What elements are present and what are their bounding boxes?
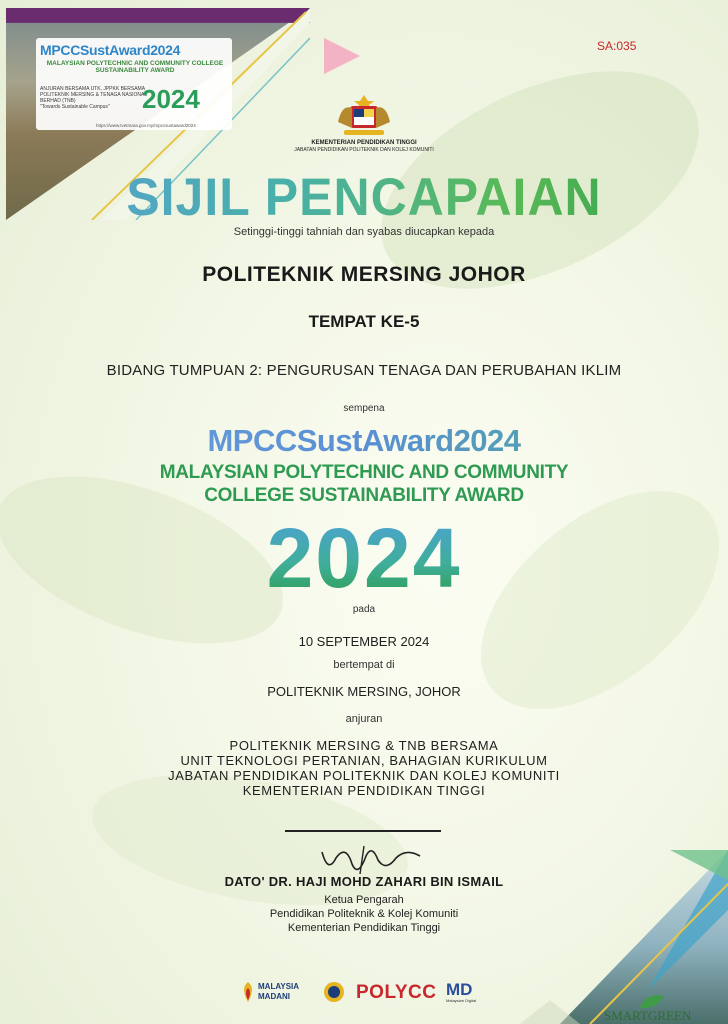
sempena-text: sempena	[343, 403, 385, 414]
signature-line	[285, 830, 441, 832]
focus-field: BIDANG TUMPUAN 2: PENGURUSAN TENAGA DAN PERUBAHAN IKLIM	[106, 362, 622, 379]
ministry-seal-icon	[322, 980, 346, 1004]
award-name: MPCCSustAward2024	[0, 423, 728, 459]
award-year: 2024	[0, 510, 728, 607]
signatory-role: Pendidikan Politeknik & Kolej Komuniti	[269, 908, 459, 920]
banner-title: MPCCSustAward2024	[40, 42, 181, 58]
certificate-title: SIJIL PENCAPAIAN	[0, 167, 728, 228]
signatory-role: Kementerian Pendidikan Tinggi	[287, 922, 441, 934]
signature-mark	[316, 842, 426, 876]
serial-number: SA:035	[597, 39, 637, 53]
organizer-line: POLITEKNIK MERSING & TNB BERSAMA	[229, 738, 499, 753]
malaysia-madani-logo	[240, 980, 316, 1006]
md-logo-caption: Malaysian Digital	[446, 998, 477, 1003]
madani-text	[258, 982, 299, 1002]
coat-of-arms-icon	[332, 92, 396, 138]
recipient-name: POLITEKNIK MERSING JOHOR	[202, 263, 526, 286]
anjuran-text: anjuran	[345, 713, 383, 725]
organizer-line: JABATAN PENDIDIKAN POLITEKNIK DAN KOLEJ KOMUNITI	[168, 768, 560, 783]
smartgreen-logo: SMARTGREEN	[604, 1008, 692, 1023]
madani-word-1: MALAYSIA	[258, 982, 300, 991]
organizer-line: UNIT TEKNOLOGI PERTANIAN, BAHAGIAN KURIKULUM	[180, 753, 548, 768]
banner-url: https://www.tvetmara.gov.my/mpccsustaward2024	[96, 123, 196, 128]
banner-organizers: ANJURAN BERSAMA UTK, JPPKK BERSAMA POLITEKNIK MERSING & TENAGA NASIONAL BERHAD (TNB)	[40, 86, 147, 104]
greeting-text: Setinggi-tinggi tahniah dan syabas diucapkan kepada	[233, 226, 495, 238]
ministry-name: KEMENTERIAN PENDIDIKAN TINGGI	[311, 140, 417, 146]
award-line-1: MALAYSIAN POLYTECHNIC AND COMMUNITY	[159, 462, 569, 483]
banner-subtitle: MALAYSIAN POLYTECHNIC AND COMMUNITY COLLEGE SUSTAINABILITY AWARD	[46, 60, 224, 74]
madani-icon	[240, 980, 256, 1004]
md-logo: MD	[446, 980, 473, 999]
award-line-2: COLLEGE SUSTAINABILITY AWARD	[204, 485, 524, 506]
madani-word-2: MADANI	[258, 992, 290, 1001]
banner-year: 2024	[142, 84, 200, 114]
event-date: 10 SEPTEMBER 2024	[298, 634, 430, 649]
signatory-name: DATO' DR. HAJI MOHD ZAHARI BIN ISMAIL	[224, 874, 504, 889]
pada-text: pada	[352, 604, 376, 615]
event-venue: POLITEKNIK MERSING, JOHOR	[267, 684, 461, 699]
signatory-role: Ketua Pengarah	[324, 894, 404, 906]
organizer-line: KEMENTERIAN PENDIDIKAN TINGGI	[242, 783, 486, 798]
bottom-right-photo	[520, 850, 728, 1024]
pink-triangle-decoration	[322, 36, 362, 76]
department-name: JABATAN PENDIDIKAN POLITEKNIK DAN KOLEJ KOMUNITI	[294, 147, 434, 153]
banner-tagline: "Towards Sustainable Campus"	[40, 104, 110, 110]
bertempat-text: bertempat di	[333, 659, 395, 671]
banner-small-text	[40, 86, 150, 110]
polycc-logo: POLYCC	[356, 982, 437, 1003]
placement: TEMPAT KE-5	[308, 312, 420, 331]
